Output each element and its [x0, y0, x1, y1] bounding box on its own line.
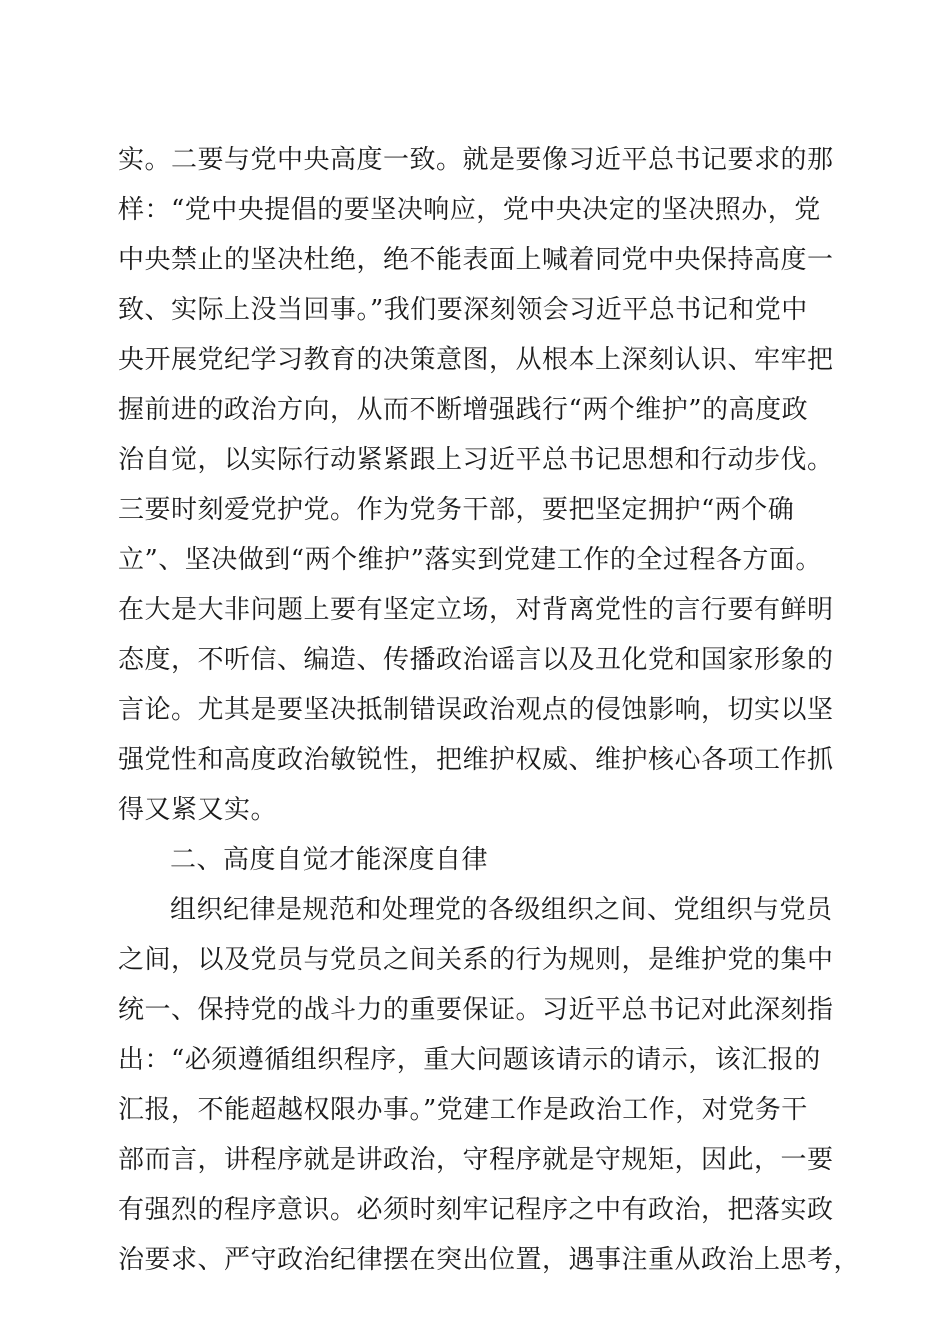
- paragraph-line: 治要求、严守政治纪律摆在突出位置，遇事注重从政治上思考，: [118, 1245, 861, 1275]
- paragraph-line: 得又紧又实。: [118, 795, 278, 825]
- paragraph-line: 样：“党中央提倡的要坚决响应，党中央决定的坚决照办，党: [118, 195, 821, 225]
- paragraph-line: 在大是大非问题上要有坚定立场，对背离党性的言行要有鲜明: [118, 595, 834, 625]
- paragraph-line: 致、实际上没当回事。”我们要深刻领会习近平总书记和党中: [118, 295, 808, 325]
- paragraph-line: 言论。尤其是要坚决抵制错误政治观点的侵蚀影响，切实以坚: [118, 695, 834, 725]
- paragraph-line: 治自觉，以实际行动紧紧跟上习近平总书记思想和行动步伐。: [118, 445, 834, 475]
- section-heading: 二、高度自觉才能深度自律: [170, 845, 489, 875]
- paragraph-line: 三要时刻爱党护党。作为党务干部，要把坚定拥护“两个确: [118, 495, 795, 525]
- paragraph-line: 实。二要与党中央高度一致。就是要像习近平总书记要求的那: [118, 145, 834, 175]
- paragraph-line: 握前进的政治方向，从而不断增强践行“两个维护”的高度政: [118, 395, 809, 425]
- paragraph-line: 中央禁止的坚决杜绝，绝不能表面上喊着同党中央保持高度一: [118, 245, 834, 275]
- paragraph-line: 有强烈的程序意识。必须时刻牢记程序之中有政治，把落实政: [118, 1195, 834, 1225]
- paragraph-line: 央开展党纪学习教育的决策意图，从根本上深刻认识、牢牢把: [118, 345, 834, 375]
- paragraph-line: 统一、保持党的战斗力的重要保证。习近平总书记对此深刻指: [118, 995, 834, 1025]
- paragraph-line: 态度，不听信、编造、传播政治谣言以及丑化党和国家形象的: [118, 645, 834, 675]
- paragraph-line: 出：“必须遵循组织程序，重大问题该请示的请示，该汇报的: [118, 1045, 821, 1075]
- paragraph-line: 组织纪律是规范和处理党的各级组织之间、党组织与党员: [170, 895, 833, 925]
- paragraph-line: 部而言，讲程序就是讲政治，守程序就是守规矩，因此，一要: [118, 1145, 834, 1175]
- paragraph-line: 立”、坚决做到“两个维护”落实到党建工作的全过程各方面。: [118, 545, 822, 575]
- paragraph-line: 汇报，不能超越权限办事。”党建工作是政治工作，对党务干: [118, 1095, 808, 1125]
- paragraph-line: 之间，以及党员与党员之间关系的行为规则，是维护党的集中: [118, 945, 834, 975]
- paragraph-line: 强党性和高度政治敏锐性，把维护权威、维护核心各项工作抓: [118, 745, 834, 775]
